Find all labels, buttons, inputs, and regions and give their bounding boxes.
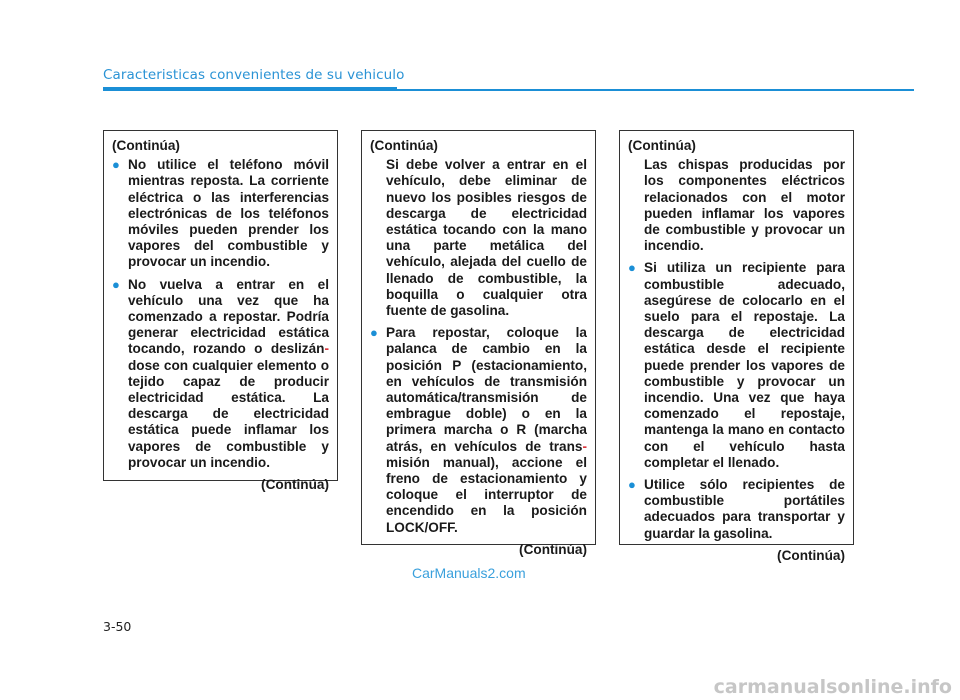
footer-watermark: carmanualsonline.info <box>713 676 952 698</box>
bullet-icon: ● <box>112 157 120 173</box>
bullet-text: Utilice sólo recipientes de combustible portátiles adecuados para transportar y guardar la gasolina. <box>644 477 845 541</box>
bullet-item <box>112 277 329 471</box>
warning-box-1 <box>103 130 338 493</box>
bullet-item <box>370 325 587 536</box>
bullet-item <box>628 260 845 471</box>
continued-footer: (Continúa) <box>777 547 845 563</box>
body-paragraph: Si debe volver a entrar en el vehículo, debe eliminar de nuevo los posibles riesgos de descarga de electricidad estática tocando con la mano una parte metálica del vehículo, alejada del cuello de llenado de combustible, la boquilla o cualquier otra fuente de gasolina. <box>386 157 587 319</box>
bullet-item <box>628 477 845 542</box>
hyphen-mark: - <box>582 438 587 454</box>
warning-box-3 <box>619 130 854 563</box>
bullet-icon: ● <box>370 325 378 341</box>
header-rule-thick <box>103 87 397 91</box>
bullet-icon: ● <box>112 276 120 292</box>
continued-footer: (Continúa) <box>519 541 587 557</box>
hyphen-mark: - <box>324 341 329 357</box>
bullet-text: Para repostar, coloque la palanca de cambio en la posición P (estacionamiento, en vehículos de transmisión automática/transmisión de embrague doble) o en la primera marcha o R (marcha atrás, en vehículos de trans- misión manual), accione el freno de estacionamiento y coloque el interruptor de encendido en la posición LOCK/OFF. <box>386 325 587 535</box>
watermark-link[interactable]: CarManuals2.com <box>412 565 526 581</box>
continued-footer: (Continúa) <box>261 477 329 493</box>
bullet-icon: ● <box>628 260 636 276</box>
section-title: Caracteristicas convenientes de su vehiculo <box>103 67 405 83</box>
continued-heading: (Continúa) <box>370 138 438 153</box>
body-paragraph: Las chispas producidas por los componentes eléctricos relacionados con el motor pueden inflamar los vapores de combustible y provocar un incendio. <box>644 157 845 254</box>
bullet-text: No utilice el teléfono móvil mientras reposta. La corriente eléctrica o las interferencias electrónicas de los teléfonos móviles pueden prender los vapores del combustible y provocar un incendio. <box>128 157 329 270</box>
continued-heading: (Continúa) <box>112 138 180 153</box>
continued-heading: (Continúa) <box>628 138 696 153</box>
bullet-icon: ● <box>628 477 636 493</box>
bullet-item <box>112 157 329 270</box>
bullet-text: Si utiliza un recipiente para combustible adecuado, asegúrese de colocarlo en el suelo para el repostaje. La descarga de electricidad estática desde el recipiente puede prender los vapores de combustible y provocar un incendio. Una vez que haya comenzado el repostaje, mantenga la mano en contacto con el vehículo hasta completar el llenado. <box>644 260 845 470</box>
warning-box-2 <box>361 130 596 557</box>
bullet-text: No vuelva a entrar en el vehículo una vez que ha comenzado a repostar. Podría generar electricidad estática tocando, rozando o deslizán- dose con cualquier elemento o tejido capaz de producir electricidad estática. La descarga de electricidad estática puede inflamar los vapores de combustible y provocar un incendio. <box>128 276 329 470</box>
header-rule-thin <box>397 89 914 91</box>
page-number: 3-50 <box>103 619 132 634</box>
